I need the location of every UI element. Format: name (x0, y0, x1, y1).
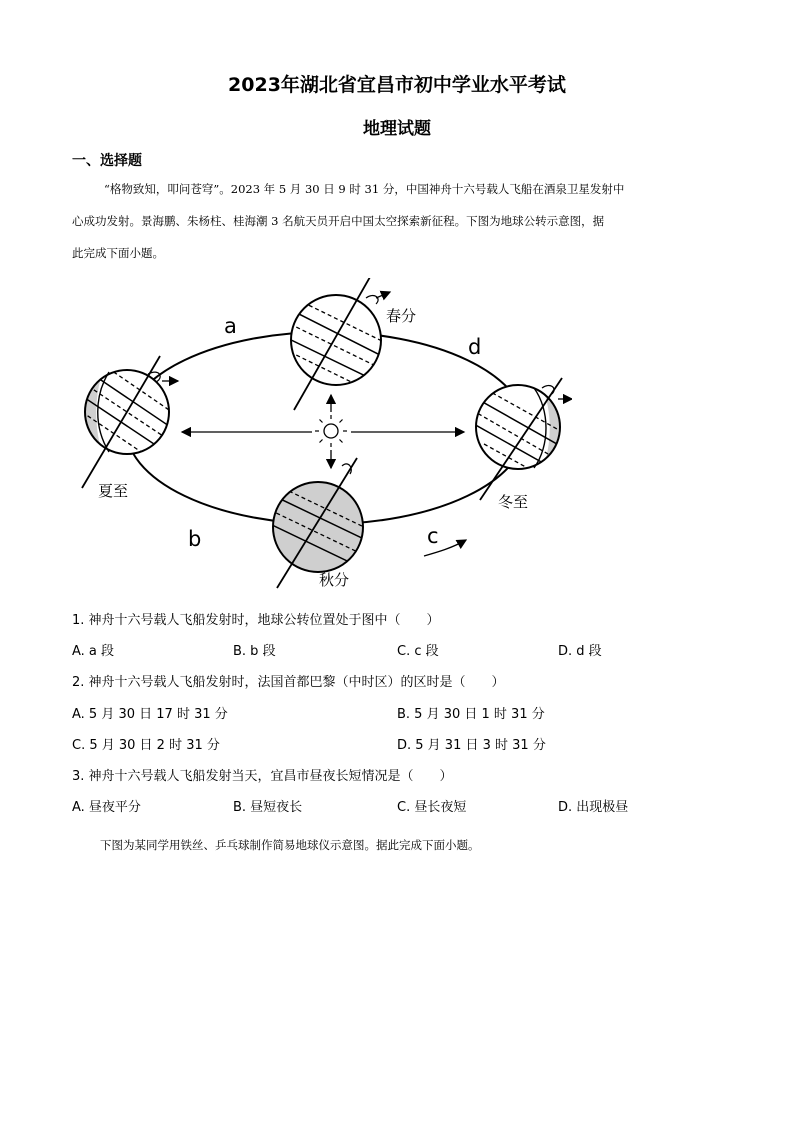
section-heading: 一、选择题 (72, 153, 142, 169)
question-3-option-b: B. 昼短夜长 (233, 800, 303, 815)
sun-icon (315, 415, 347, 447)
question-1-option-a: A. a 段 (72, 644, 115, 659)
question-3-option-a: A. 昼夜平分 (72, 800, 141, 815)
question-1-option-c: C. c 段 (397, 644, 439, 659)
sunlight-arrows (182, 395, 464, 468)
earth-revolution-figure (72, 278, 572, 593)
segment-label-b: b (188, 527, 202, 551)
question-1-stem: 1. 神舟十六号载人飞船发射时，地球公转位置处于图中（ ） (72, 613, 440, 628)
season-label-autumn: 秋分 (319, 571, 350, 589)
question-2-option-b: B. 5 月 30 日 1 时 31 分 (397, 707, 545, 722)
intro-line-3: 此完成下面小题。 (72, 246, 164, 260)
season-label-summer: 夏至 (98, 482, 129, 500)
question-3-option-d: D. 出现极昼 (558, 800, 629, 815)
season-label-spring: 春分 (386, 307, 417, 325)
paper-title: 2023年湖北省宜昌市初中学业水平考试 (228, 74, 566, 96)
earth-globe-icon-summer (72, 356, 178, 488)
question-2-option-c: C. 5 月 30 日 2 时 31 分 (72, 738, 220, 753)
question-1-option-b: B. b 段 (233, 644, 276, 659)
earth-globe-icon-winter (472, 378, 572, 500)
segment-label-c: c (427, 524, 439, 548)
paper-subtitle: 地理试题 (363, 119, 431, 139)
question-1-option-d: D. d 段 (558, 644, 602, 659)
season-label-winter: 冬至 (498, 493, 529, 511)
segment-label-d: d (468, 335, 482, 359)
intro-line-2: 心成功发射。景海鹏、朱杨柱、桂海潮 3 名航天员开启中国太空探索新征程。下图为地球公转示意图，据 (72, 214, 605, 228)
earth-globe-icon-autumn (270, 458, 366, 588)
question-2-option-a: A. 5 月 30 日 17 时 31 分 (72, 707, 228, 722)
question-2-option-d: D. 5 月 31 日 3 时 31 分 (397, 738, 546, 753)
next-intro: 下图为某同学用铁丝、乒乓球制作简易地球仪示意图。据此完成下面小题。 (100, 838, 480, 852)
question-3-option-c: C. 昼长夜短 (397, 800, 467, 815)
earth-globe-icon-spring (287, 278, 390, 410)
question-2-stem: 2. 神舟十六号载人飞船发射时，法国首都巴黎（中时区）的区时是（ ） (72, 675, 505, 690)
segment-label-a: a (224, 314, 237, 338)
question-3-stem: 3. 神舟十六号载人飞船发射当天，宜昌市昼夜长短情况是（ ） (72, 769, 453, 784)
intro-line-1: “格物致知，叩问苍穹”。2023 年 5 月 30 日 9 时 31 分，中国神舟十六号载人飞船在酒泉卫星发射中 (104, 182, 625, 196)
